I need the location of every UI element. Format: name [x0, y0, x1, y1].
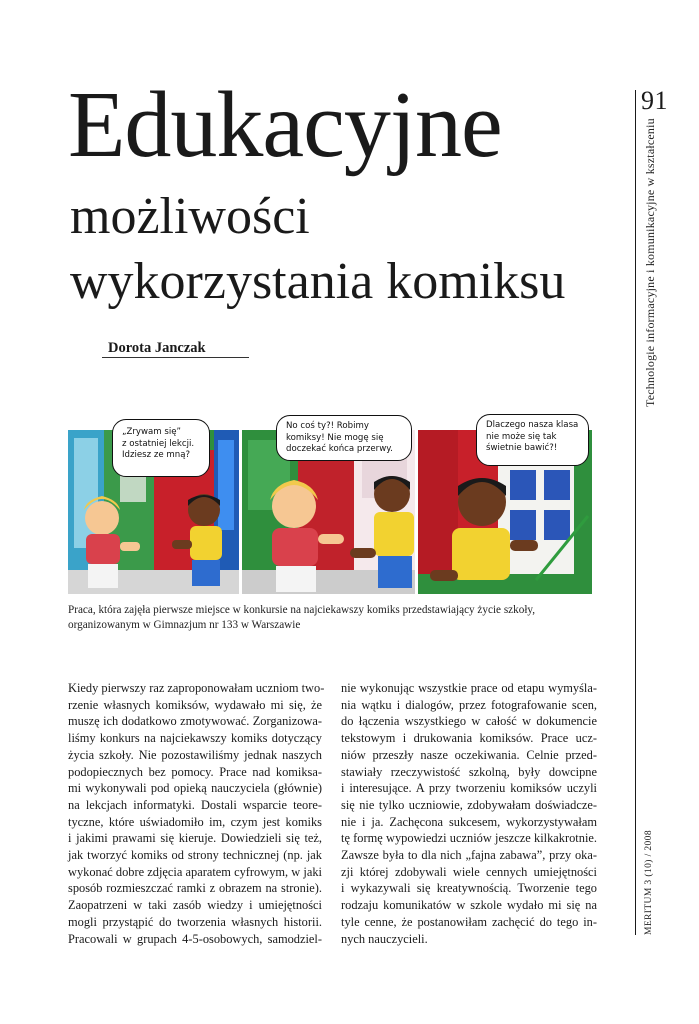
speech-bubble-3 — [476, 414, 589, 466]
journal-issue-vertical: MERITUM 3 (10) / 2008 — [644, 830, 654, 935]
bubble-text-line: nie może się tak — [486, 431, 557, 442]
bubble-text-line: komiksy! Nie mogę się — [286, 432, 384, 443]
article-title-line-2: możliwości — [70, 188, 310, 245]
bubble-text-line: No coś ty?! Robimy — [286, 421, 369, 431]
body-column-right — [341, 680, 597, 947]
caption-line: Praca, która zajęła pierwsze miejsce w konkursie na najciekawszy komiks przedstawiający życie szkoły, — [68, 604, 536, 616]
body-line: nia wątku i dialogów, przez fotografowanie scen, — [341, 697, 597, 712]
body-line: nie wykonując wszystkie prace od etapu wymyśla- — [341, 681, 597, 695]
body-line: i jakimi prawami się kieruje. Dowiedzieli się też, — [68, 831, 322, 846]
body-line: tę formę wypowiedzi uczniów jeszcze kilkakrotnie. — [341, 831, 597, 846]
bubble-text-line: Idziesz ze mną? — [122, 450, 191, 460]
body-line: jak tworzyć komiks od strony technicznej (np. jak — [68, 848, 322, 863]
bubble-text-line: doczekać końca przerwy. — [286, 444, 393, 454]
body-line: Pracowali w grupach 4-5-osobowych, samodziel- — [68, 931, 322, 946]
body-line: nie i ja. Zachęcona sukcesem, wykorzystywałam — [341, 814, 597, 829]
body-line: stawiały rzeczywistość szkolną, były dowcipne — [341, 764, 597, 779]
body-line: tyle cenne, że postanowiłam zachęcić do tego in- — [341, 914, 597, 929]
body-line: rzenie własnych komiksów, wydawało mi się, że — [68, 697, 322, 712]
body-column-left — [68, 680, 325, 947]
body-line: liśmy konkurs na najciekawszy komiks dotyczący — [68, 731, 322, 746]
body-line: sposób rozmieszczać ramki z obrazem na stronie). — [68, 881, 322, 896]
page-number: 91 — [641, 86, 668, 115]
article-title-line-1: Edukacyjne — [68, 73, 502, 177]
body-line: nych nauczycieli. — [341, 931, 428, 946]
body-line: i wykazywali się kreatywnością. Tworzenie tego — [341, 881, 597, 896]
margin-rule — [635, 90, 636, 935]
body-line: Zaopatrzeni w taki zasób wiedzy i umiejętności — [68, 898, 322, 913]
body-line: wykonać dobre zdjęcia aparatem cyfrowym, w jaki — [68, 864, 322, 879]
figure-caption — [68, 603, 613, 633]
bubble-text-line: z ostatniej lekcji. — [122, 438, 195, 449]
speech-bubble-2 — [276, 415, 412, 461]
caption-line: organizowanym w Gimnazjum nr 133 w Warszawie — [68, 619, 301, 631]
body-line: podopiecznych bez pomocy. Prace nad komiksa- — [68, 764, 322, 779]
body-line: tekstowym i drukowania komiksów. Prace ucz- — [341, 731, 597, 746]
body-line: Zawsze była to dla nich „fajna zabawa”, przy oka- — [341, 848, 597, 863]
body-line: mogli przystąpić do tworzenia własnych historii. — [68, 914, 322, 929]
section-title-vertical: Technologie informacyjne i komunikacyjne w kształceniu — [643, 118, 657, 407]
body-line: na lekcjach informatyki. Dostali wsparcie teore- — [68, 797, 322, 812]
body-line: zji której zdobywali wiele cennych umiejętności — [341, 864, 597, 879]
article-title-line-3: wykorzystania komiksu — [70, 253, 566, 310]
bubble-text-line: świetnie bawić?! — [486, 443, 558, 453]
body-line: mi wykonywali pod opieką nauczyciela (głównie) — [68, 781, 322, 796]
bubble-text-line: Dlaczego nasza klasa — [486, 420, 579, 430]
body-line: Kiedy pierwszy raz zaproponowałam uczniom two- — [68, 681, 325, 695]
body-line: życia szkoły. Nie pozostawiliśmy jednak naszych — [68, 747, 322, 762]
bubble-text-line: „Zrywam się” — [122, 427, 181, 437]
body-line: rodzaju komunikatów w szkole wydało mi się na — [341, 898, 597, 913]
body-line: tyczne, które uświadomiło im, czym jest komiks — [68, 814, 322, 829]
body-line: niów przeszły nasze oczekiwania. Celnie przed- — [341, 747, 597, 762]
body-line: muszę ich dodatkowo zmotywować. Zorganizowa- — [68, 714, 322, 729]
speech-bubble-1 — [112, 419, 210, 477]
body-line: i interesujące. A przy tworzeniu komiksów uczyli — [341, 781, 597, 796]
body-line: do łączenia wszystkiego w całość w dokumencie — [341, 714, 597, 729]
author-underline — [102, 357, 249, 358]
body-line: się nie tylko uczniowie, zdobywałam doświadcze- — [341, 797, 597, 812]
author-name: Dorota Janczak — [108, 340, 206, 356]
